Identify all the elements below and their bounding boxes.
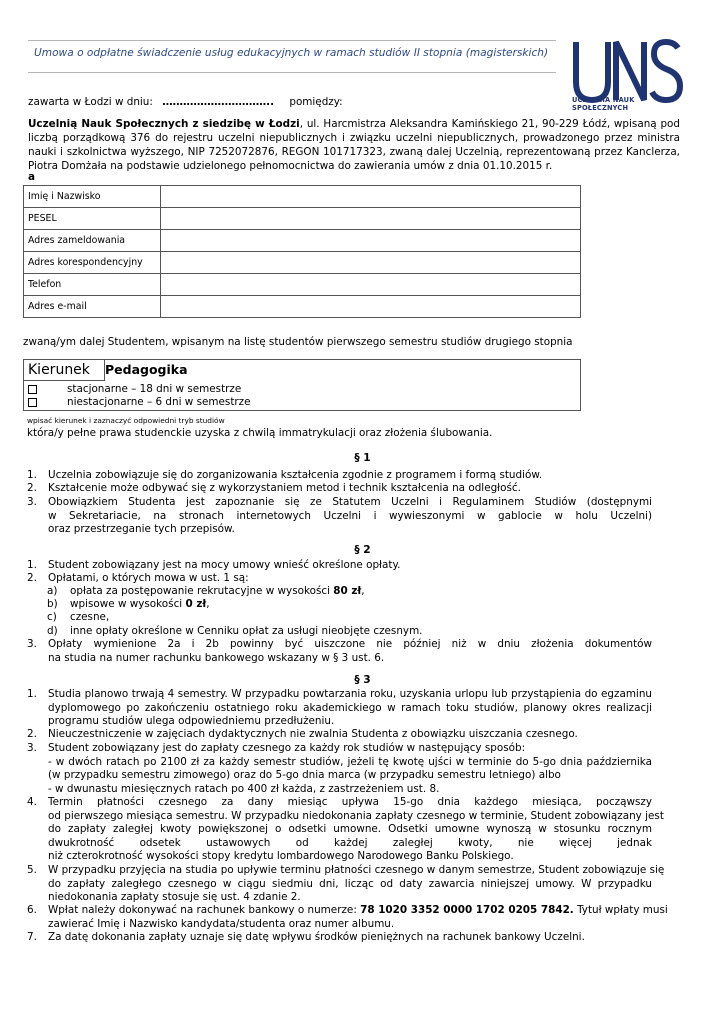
student-status-text: zwaną/ym dalej Studentem, wpisanym na listę studentów pierwszego semestru studiów drugiego stopnia [23, 336, 573, 348]
s3-p5-line: niedokonania zapłaty stosuje się ust. 4 zdanie 2. [48, 891, 301, 903]
kierunek-note: wpisać kierunek i zaznaczyć odpowiedni tryb studiów [27, 416, 225, 425]
account-text: Wpłat należy dokonywać na rachunek bankowy o numerze: [48, 904, 361, 916]
fee-text: wpisowe w wysokości [70, 598, 186, 610]
s3-p3-line: (w przypadku semestru zimowego) oraz do 5-go dnia marca (w przypadku semestru letniego) albo [48, 769, 561, 781]
pesel-field[interactable] [161, 208, 581, 230]
row-label: Imię i Nazwisko [24, 186, 161, 208]
s3-p4-line: niż czterokrotność wysokości stopy kredytu lombardowego Narodowego Banku Polskiego. [48, 850, 514, 862]
account-text: Tytuł wpłaty musi [573, 904, 668, 916]
s3-p4-line: od pierwszego miesiąca semestru. W przypadku niedokonania zapłaty czesnego w terminie, Student zobowiązany jest [48, 809, 664, 822]
s1-p3-line: Obowiązkiem Studenta jest zapoznanie się ze Statutem Uczelni i Regulaminem Studiów (dostępnymi [48, 496, 652, 508]
s3-p1-line: Studia planowo trwają 4 semestry. W przypadku powtarzania roku, uzyskania urlopu lub przystąpienia do egzaminu [48, 688, 652, 700]
s2-point-2b: wpisowe w wysokości 0 zł, [70, 598, 210, 610]
s3-p5-line: do zapłaty zaległego czesnego w ciągu siedmiu dni, licząc od daty zawarcia niniejszej umowy. W przypadku [48, 877, 652, 890]
section-2-title: § 2 [354, 544, 371, 556]
party-line-2: liczbą porządkową 376 do rejestru uczelni niepublicznych i związku uczelni niepublicznych, prowadzonego przez ministra [28, 132, 680, 144]
row-label: Telefon [24, 274, 161, 296]
s1-point-1: Uczelnia zobowiązuje się do zorganizowania kształcenia zgodnie z programem i formą studiów. [48, 469, 543, 481]
s3-point-2: Nieuczestniczenie w zajęciach dydaktycznych nie zwalnia Studenta z obowiązku uiszczania czesnego. [48, 728, 578, 740]
list-number: 3. [27, 742, 37, 754]
s2-point-3 [48, 638, 652, 665]
list-number: 2. [27, 482, 37, 494]
student-data-table [23, 185, 581, 318]
list-number: 3. [27, 638, 37, 650]
study-program-box [23, 359, 581, 411]
fee-text: opłata za postępowanie rekrutacyjne w wysokości [70, 585, 334, 597]
list-number: 7. [27, 931, 37, 943]
list-letter: d) [47, 625, 58, 637]
s2-point-1: Student zobowiązany jest na mocy umowy wnieść określone opłaty. [48, 559, 401, 571]
party-line-3: nauki i szkolnictwa wyższego, NIP 7252072876, REGON 101717323, zwaną dalej Uczelnią, reprezentowaną przez Kanclerza, [28, 146, 680, 158]
fee-amount: 0 zł [185, 598, 207, 610]
list-number: 6. [27, 904, 37, 916]
s2-p3-line: Opłaty wymienione 2a i 2b powinny być uiszczone nie później niż w dniu złożenia dokumentów [48, 638, 652, 650]
s1-p3-line: w Sekretariacie, na stronach internetowych Uczelni i wywieszonymi w gablocie w holu Uczelni) [48, 509, 652, 522]
table-row [24, 274, 581, 296]
s3-point-7: Za datę dokonania zapłaty uznaje się datę wpływu środków pieniężnych na rachunek bankowy Uczelni. [48, 931, 585, 943]
s2-p3-line: na studia na numer rachunku bankowego wskazany w § 3 ust. 6. [48, 651, 385, 664]
table-row [24, 230, 581, 252]
option-label: niestacjonarne – 6 dni w semestrze [67, 396, 251, 408]
list-letter: a) [47, 585, 58, 597]
s3-point-4 [48, 796, 664, 864]
row-label: PESEL [24, 208, 161, 230]
intro-zawarta: zawarta w Łodzi w dniu: [28, 96, 153, 108]
phone-field[interactable] [161, 274, 581, 296]
s3-point-5 [48, 864, 665, 905]
table-row [24, 296, 581, 318]
s3-p3-line: - w dwunastu miesięcznych ratach po 400 zł każda, z zastrzeżeniem ust. 8. [48, 782, 440, 795]
checkbox-icon[interactable] [28, 398, 37, 407]
list-number: 1. [27, 559, 37, 571]
row-label: Adres zameldowania [24, 230, 161, 252]
conjunction-a: a [28, 171, 36, 183]
option-niestacjonarne[interactable] [28, 396, 251, 409]
s3-p3-line: Student zobowiązany jest do zapłaty czesnego za każdy rok studiów w następujący sposób: [48, 742, 526, 754]
s2-point-2a: opłata za postępowanie rekrutacyjne w wysokości 80 zł, [70, 585, 365, 597]
list-number: 2. [27, 572, 37, 584]
party-line-1: , ul. Harcmistrza Aleksandra Kamińskiego 21, 90-229 Łódź, wpisaną pod [299, 118, 681, 130]
s1-point-2: Kształcenie może odbywać się z wykorzystaniem metod i technik kształcenia na odległość. [48, 482, 521, 494]
registered-address-field[interactable] [161, 230, 581, 252]
header-bottom-rule [28, 72, 556, 73]
s2-point-2: Opłatami, o których mowa w ust. 1 są: [48, 572, 249, 584]
party-name: Uczelnią Nauk Społecznych z siedzibę w Łodzi [28, 118, 300, 130]
party-line-4: Piotra Domżała na podstawie udzielonego pełnomocnictwa do zawierania umów z dnia 01.10.2015 r. [28, 160, 553, 172]
s3-p4-line: do zapłaty zaległej kwoty powiększonej o odsetki umowne. Odsetki umowne wynoszą w stosunku rocznym [48, 823, 652, 835]
option-stacjonarne[interactable] [28, 383, 251, 396]
party-description [28, 117, 680, 173]
logo-subtitle: UCZELNIA NAUK SPOŁECZNYCH [572, 96, 635, 112]
s3-p6-line: zawierać Imię i Nazwisko kandydata/studenta oraz numer albumu. [48, 917, 395, 930]
table-row [24, 208, 581, 230]
kierunek-label: Kierunek [24, 360, 105, 381]
list-number: 1. [27, 688, 37, 700]
s3-p5-line: W przypadku przyjęcia na studia po upływie terminu płatności czesnego w danym semestrze, Student zobowiązuje się [48, 864, 665, 876]
name-field[interactable] [161, 186, 581, 208]
s2-point-2d: inne opłaty określone w Cenniku opłat za usługi nieobjęte czesnym. [70, 625, 423, 637]
s2-point-2c: czesne, [70, 611, 110, 623]
document-header-title: Umowa o odpłatne świadczenie usług edukacyjnych w ramach studiów II stopnia (magisterskich) [34, 47, 549, 59]
intro-pomiedzy: pomiędzy: [289, 96, 343, 108]
checkbox-icon[interactable] [28, 385, 37, 394]
section-3-title: § 3 [354, 674, 371, 686]
s3-p4-line: dwukrotność odsetek ustawowych od każdej zaległej kwoty, nie więcej jednak [48, 836, 652, 849]
list-number: 3. [27, 496, 37, 508]
intro-date-line [28, 96, 343, 108]
s3-p1-line: programu studiów ulega odpowiedniemu przedłużeniu. [48, 715, 335, 727]
correspondence-address-field[interactable] [161, 252, 581, 274]
section-1-title: § 1 [354, 452, 371, 464]
s3-point-1 [48, 688, 652, 729]
s1-point-3 [48, 496, 652, 537]
list-letter: b) [47, 598, 58, 610]
list-number: 1. [27, 469, 37, 481]
header-top-rule [28, 40, 556, 41]
s3-point-6 [48, 904, 668, 931]
table-row [24, 186, 581, 208]
row-label: Adres korespondencyjny [24, 252, 161, 274]
email-field[interactable] [161, 296, 581, 318]
kierunek-value: Pedagogika [105, 362, 188, 377]
immatriculation-text: która/y pełne prawa studenckie uzyska z chwilą immatrykulacji oraz złożenia ślubowania. [27, 427, 493, 439]
s3-p3-line: - w dwóch ratach po 2100 zł za każdy semestr studiów, jeżeli tę kwotę ujści w terminie do 5-go dnia października [48, 755, 652, 768]
s1-p3-line: oraz przestrzeganie tych przepisów. [48, 523, 235, 535]
date-placeholder: ………………………….. [162, 96, 275, 108]
s3-p1-line: dyplomowego po zakończeniu ostatniego roku akademickiego w ramach toku studiów, planowy okres realizacji [48, 701, 652, 714]
list-number: 2. [27, 728, 37, 740]
bank-account-number: 78 1020 3352 0000 1702 0205 7842. [360, 904, 574, 916]
table-row [24, 252, 581, 274]
s3-point-3 [48, 742, 652, 796]
option-label: stacjonarne – 18 dni w semestrze [67, 383, 242, 395]
row-label: Adres e-mail [24, 296, 161, 318]
list-number: 4. [27, 796, 37, 808]
list-number: 5. [27, 864, 37, 876]
s3-p4-line: Termin płatności czesnego za dany miesiąc upływa 15-go dnia każdego miesiąca, począwszy [48, 796, 652, 808]
list-letter: c) [47, 611, 57, 623]
fee-amount: 80 zł [333, 585, 362, 597]
